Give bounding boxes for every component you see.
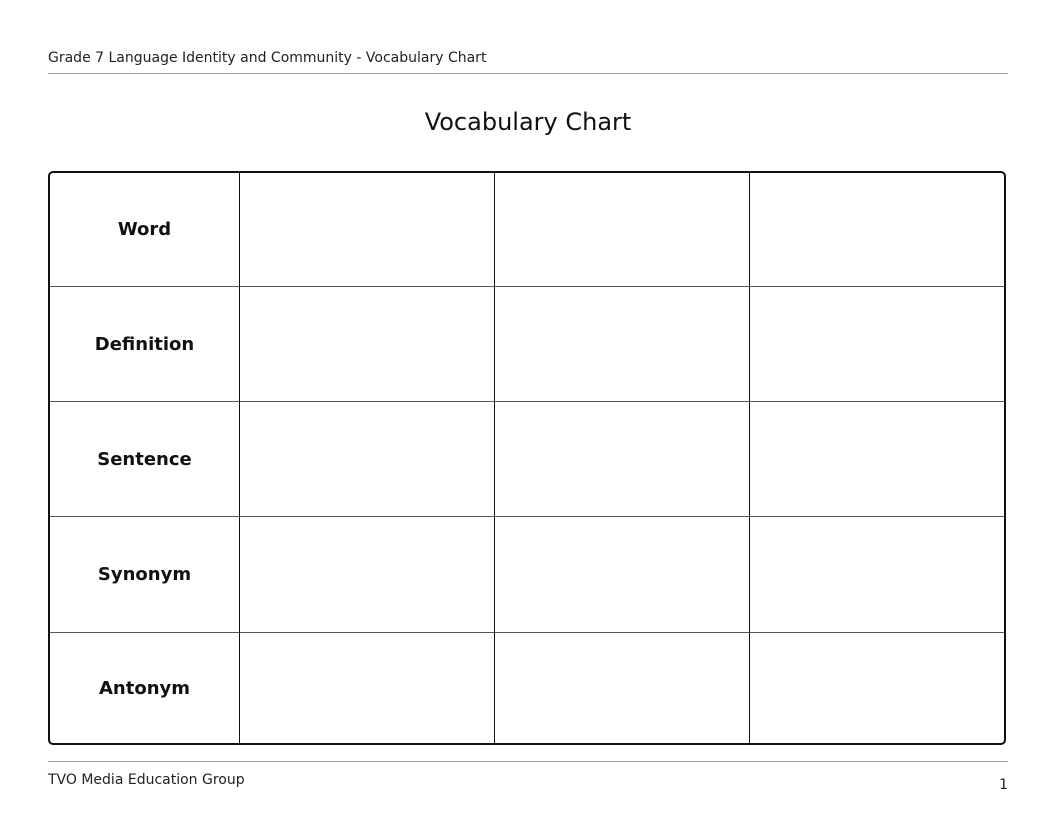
row-label-word: Word (50, 173, 240, 287)
blank-cell[interactable] (240, 517, 495, 633)
table-row-sentence (50, 402, 1004, 517)
row-label-synonym: Synonym (50, 517, 240, 633)
blank-cell[interactable] (240, 402, 495, 517)
blank-cell[interactable] (750, 287, 1004, 402)
row-label-definition: Definition (50, 287, 240, 402)
footer-organization: TVO Media Education Group (48, 772, 245, 788)
table-row-word (50, 173, 1004, 287)
blank-cell[interactable] (750, 173, 1004, 287)
table-row-definition (50, 287, 1004, 402)
footer-divider (48, 761, 1008, 762)
row-label-antonym: Antonym (50, 633, 240, 743)
blank-cell[interactable] (495, 517, 750, 633)
blank-cell[interactable] (240, 633, 495, 743)
blank-cell[interactable] (750, 517, 1004, 633)
blank-cell[interactable] (495, 287, 750, 402)
row-label-sentence: Sentence (50, 402, 240, 517)
page-title: Vocabulary Chart (424, 108, 632, 136)
blank-cell[interactable] (240, 287, 495, 402)
blank-cell[interactable] (495, 402, 750, 517)
blank-cell[interactable] (495, 633, 750, 743)
table-row-antonym (50, 633, 1004, 743)
blank-cell[interactable] (750, 633, 1004, 743)
blank-cell[interactable] (750, 402, 1004, 517)
header-divider (48, 73, 1008, 74)
blank-cell[interactable] (240, 173, 495, 287)
page-number: 1 (999, 777, 1008, 793)
vocabulary-table (48, 171, 1006, 745)
document-header: Grade 7 Language Identity and Community - Vocabulary Chart (48, 50, 487, 66)
table-row-synonym (50, 517, 1004, 633)
blank-cell[interactable] (495, 173, 750, 287)
